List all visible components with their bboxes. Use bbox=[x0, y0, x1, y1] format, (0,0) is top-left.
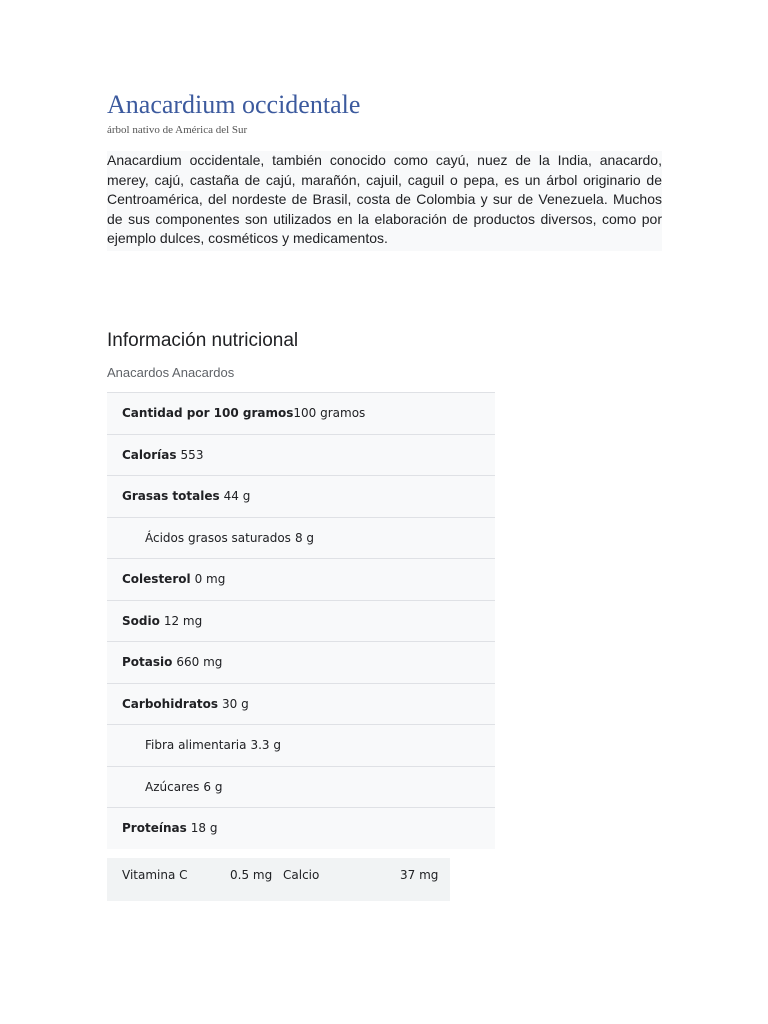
table-row bbox=[107, 558, 495, 600]
row-value: 0 mg bbox=[194, 572, 226, 587]
table-row bbox=[107, 434, 495, 476]
vitamin-c-value: 0.5 mg bbox=[230, 868, 273, 882]
row-value: 44 g bbox=[223, 489, 251, 504]
row-label: Potasio bbox=[122, 655, 173, 670]
row-value: 553 bbox=[180, 447, 204, 462]
row-label: Grasas totales bbox=[122, 489, 220, 504]
nutrition-table bbox=[107, 392, 495, 849]
table-row bbox=[107, 766, 495, 808]
row-value: 18 g bbox=[190, 821, 218, 836]
description-paragraph: Anacardium occidentale, también conocido como cayú, nuez de la India, anacardo, merey, cajú, castaña de cajú, marañón, cajuil, caguil o pepa, es un árbol originario de Centroamérica, del nordeste de Brasil, costa de Colombia y sur de Venezuela. Muchos de sus componentes son utilizados en la elaboración de productos diversos, como por ejemplo dulces, cosméticos y medicamentos. bbox=[107, 151, 662, 251]
table-row bbox=[107, 600, 495, 642]
table-row bbox=[107, 475, 495, 517]
row-value: 30 g bbox=[222, 696, 249, 711]
table-row bbox=[107, 683, 495, 725]
row-label: Colesterol bbox=[122, 572, 191, 587]
row-label: Ácidos grasos saturados bbox=[145, 530, 291, 545]
row-label: Carbohidratos bbox=[122, 696, 219, 711]
vitamins-row bbox=[107, 858, 450, 901]
vitamin-c-label: Vitamina C bbox=[122, 868, 188, 882]
row-label: Proteínas bbox=[122, 821, 187, 836]
table-row bbox=[107, 517, 495, 559]
row-label: Fibra alimentaria bbox=[145, 738, 247, 753]
row-value: 100 gramos bbox=[293, 406, 366, 421]
calcium-label: Calcio bbox=[283, 868, 320, 882]
table-row bbox=[107, 641, 495, 683]
table-row bbox=[107, 392, 495, 434]
row-value: 8 g bbox=[294, 530, 315, 545]
row-value: 12 mg bbox=[163, 613, 203, 628]
row-value: 660 mg bbox=[176, 655, 223, 670]
row-label: Azúcares bbox=[145, 779, 200, 794]
row-label: Cantidad por 100 gramos bbox=[122, 406, 294, 421]
nutrition-subtitle: Anacardos Anacardos bbox=[107, 365, 235, 380]
calcium-value: 37 mg bbox=[400, 868, 439, 882]
page-subtitle: árbol nativo de América del Sur bbox=[107, 124, 248, 136]
row-value: 6 g bbox=[203, 779, 223, 794]
row-label: Calorías bbox=[122, 447, 177, 462]
page-title: Anacardium occidentale bbox=[107, 90, 361, 119]
row-value: 3.3 g bbox=[250, 738, 281, 753]
table-row bbox=[107, 724, 495, 766]
table-row bbox=[107, 807, 495, 849]
nutrition-title: Información nutricional bbox=[107, 330, 299, 351]
row-label: Sodio bbox=[122, 613, 160, 628]
